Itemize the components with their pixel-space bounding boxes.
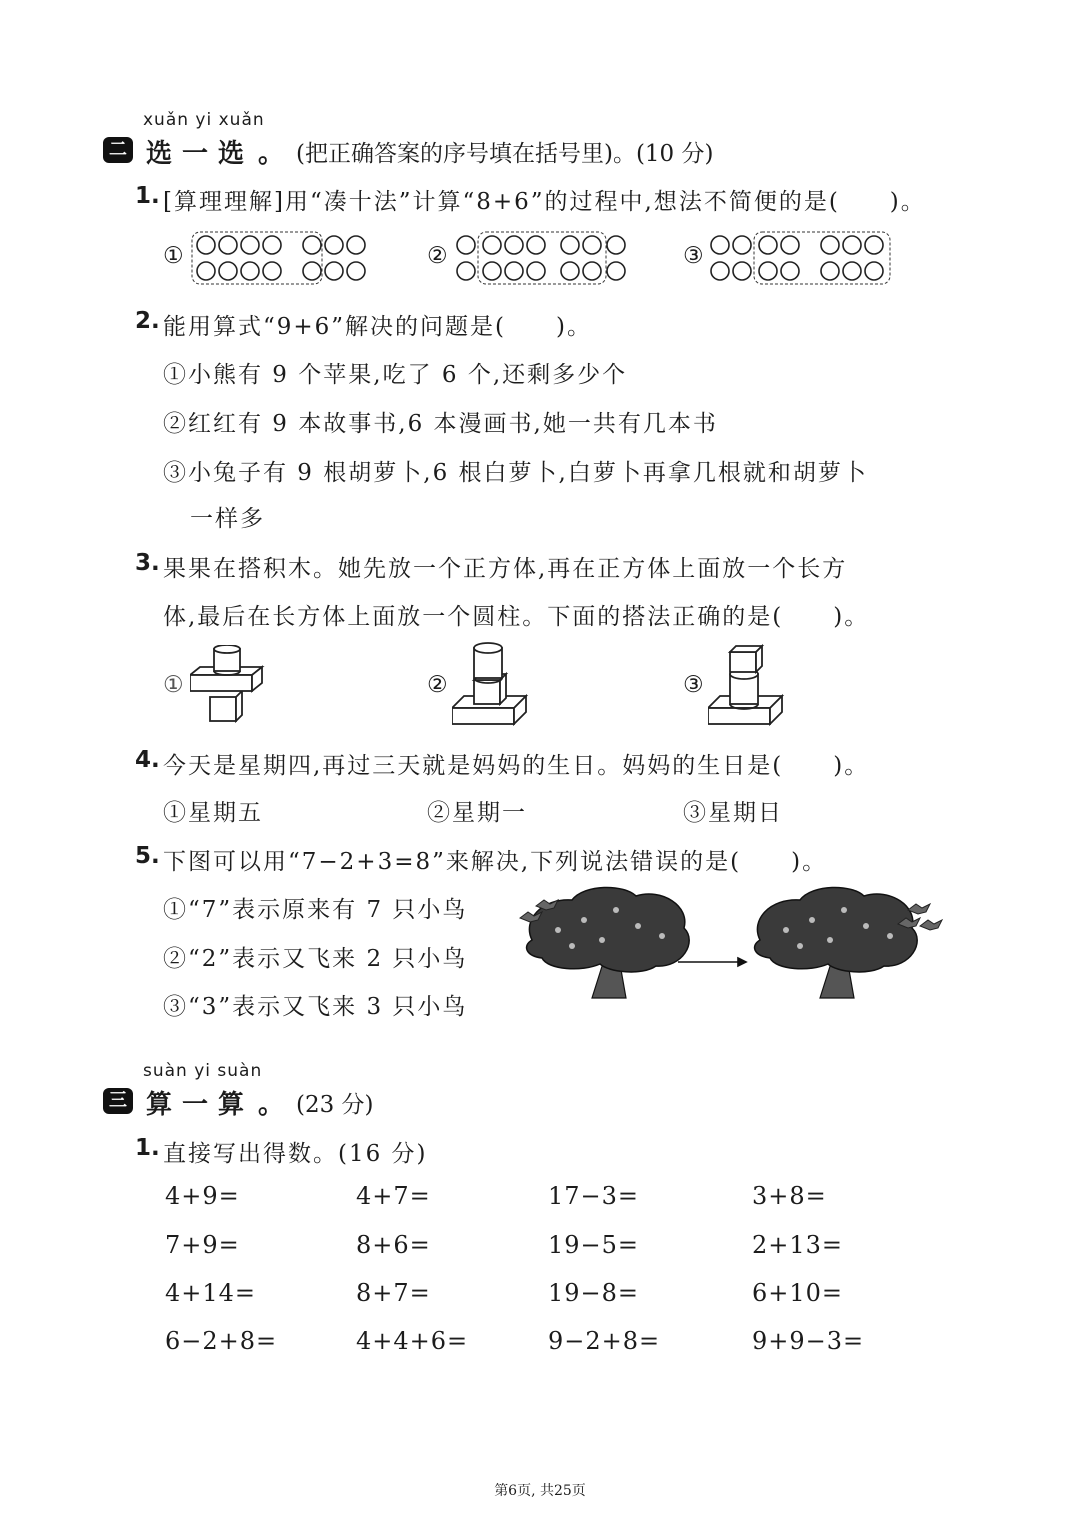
calc-r4-c1: 6−2+8=	[165, 1327, 278, 1355]
section2-number-badge: 二	[103, 137, 133, 163]
q2-option-1: ①小熊有 9 个苹果,吃了 6 个,还剩多少个	[163, 362, 628, 388]
section3-title: 算一算	[146, 1090, 255, 1120]
s3-q1-text: 直接写出得数。(16 分)	[163, 1141, 428, 1167]
q2-option-3: ③小兔子有 9 根胡萝卜,6 根白萝卜,白萝卜再拿几根就和胡萝卜	[163, 460, 868, 486]
q3-number: 3.	[135, 550, 160, 576]
q1-option-3-label: ③	[683, 243, 706, 269]
arrow	[678, 958, 746, 966]
q3-option-1-label: ①	[163, 672, 186, 698]
q4-number: 4.	[135, 747, 160, 773]
calc-r3-c4: 6+10=	[752, 1279, 844, 1307]
calc-r4-c3: 9−2+8=	[548, 1327, 661, 1355]
s3-q1-number: 1.	[135, 1135, 160, 1161]
calc-r3-c1: 4+14=	[165, 1279, 257, 1307]
q1-text: [算理理解]用“凑十法”计算“8+6”的过程中,想法不简便的是( )。	[163, 189, 926, 215]
section2-title-period: 。	[258, 139, 295, 169]
q3-option-2-blocks-illustration	[452, 640, 532, 730]
q1-option-3-circles	[708, 230, 894, 286]
q1-option-2-circles	[452, 230, 632, 286]
q2-text: 能用算式“9+6”解决的问题是( )。	[163, 314, 593, 340]
q3-option-2-label: ②	[427, 672, 450, 698]
calc-r2-c1: 7+9=	[165, 1231, 240, 1259]
section3-number-badge: 三	[103, 1088, 133, 1114]
q4-option-1: ①星期五	[163, 800, 263, 826]
calc-r1-c4: 3+8=	[752, 1182, 827, 1210]
q5-option-2: ②“2”表示又飞来 2 只小鸟	[163, 946, 468, 972]
right-tree	[755, 887, 918, 998]
q3-text-line2: 体,最后在长方体上面放一个圆柱。下面的搭法正确的是( )。	[163, 604, 870, 630]
q5-text: 下图可以用“7−2+3=8”来解决,下列说法错误的是( )。	[163, 849, 828, 875]
q3-text-line1: 果果在搭积木。她先放一个正方体,再在正方体上面放一个长方	[163, 556, 848, 582]
calc-r1-c2: 4+7=	[356, 1182, 431, 1210]
q3-option-1-blocks-illustration	[190, 645, 270, 725]
q1-option-1-label: ①	[163, 243, 186, 269]
q1-option-2-label: ②	[427, 243, 450, 269]
q5-number: 5.	[135, 843, 160, 869]
ten-frame-dashed-box	[478, 232, 606, 284]
section3-note: (23 分)	[296, 1092, 374, 1118]
section2-note: (把正确答案的序号填在括号里)。(10 分)	[296, 141, 714, 167]
calc-r3-c3: 19−8=	[548, 1279, 640, 1307]
q2-option-3-continued: 一样多	[190, 506, 265, 532]
section2-pinyin: xuǎn yi xuǎn	[143, 110, 265, 130]
calc-r2-c2: 8+6=	[356, 1231, 431, 1259]
section3-pinyin: suàn yi suàn	[143, 1061, 263, 1081]
q5-birds-trees-illustration	[512, 880, 946, 1010]
calc-r4-c4: 9+9−3=	[752, 1327, 865, 1355]
calc-r3-c2: 8+7=	[356, 1279, 431, 1307]
section2-title: 选一选	[146, 139, 255, 169]
calc-r2-c3: 19−5=	[548, 1231, 640, 1259]
calc-r4-c2: 4+4+6=	[356, 1327, 469, 1355]
q2-number: 2.	[135, 308, 160, 334]
calc-r1-c1: 4+9=	[165, 1182, 240, 1210]
section3-title-period: 。	[258, 1090, 295, 1120]
calc-r1-c3: 17−3=	[548, 1182, 640, 1210]
calc-r2-c4: 2+13=	[752, 1231, 844, 1259]
page-footer: 第6页, 共25页	[494, 1483, 586, 1499]
q1-number: 1.	[135, 183, 160, 209]
q1-option-1-circles	[190, 230, 390, 286]
q2-option-2: ②红红有 9 本故事书,6 本漫画书,她一共有几本书	[163, 411, 718, 437]
q3-option-3-label: ③	[683, 672, 706, 698]
q4-option-3: ③星期日	[683, 800, 783, 826]
q4-text: 今天是星期四,再过三天就是妈妈的生日。妈妈的生日是( )。	[163, 753, 870, 779]
q3-option-3-blocks-illustration	[708, 640, 788, 730]
q5-option-1: ①“7”表示原来有 7 只小鸟	[163, 897, 468, 923]
q4-option-2: ②星期一	[427, 800, 527, 826]
q5-option-3: ③“3”表示又飞来 3 只小鸟	[163, 994, 468, 1020]
